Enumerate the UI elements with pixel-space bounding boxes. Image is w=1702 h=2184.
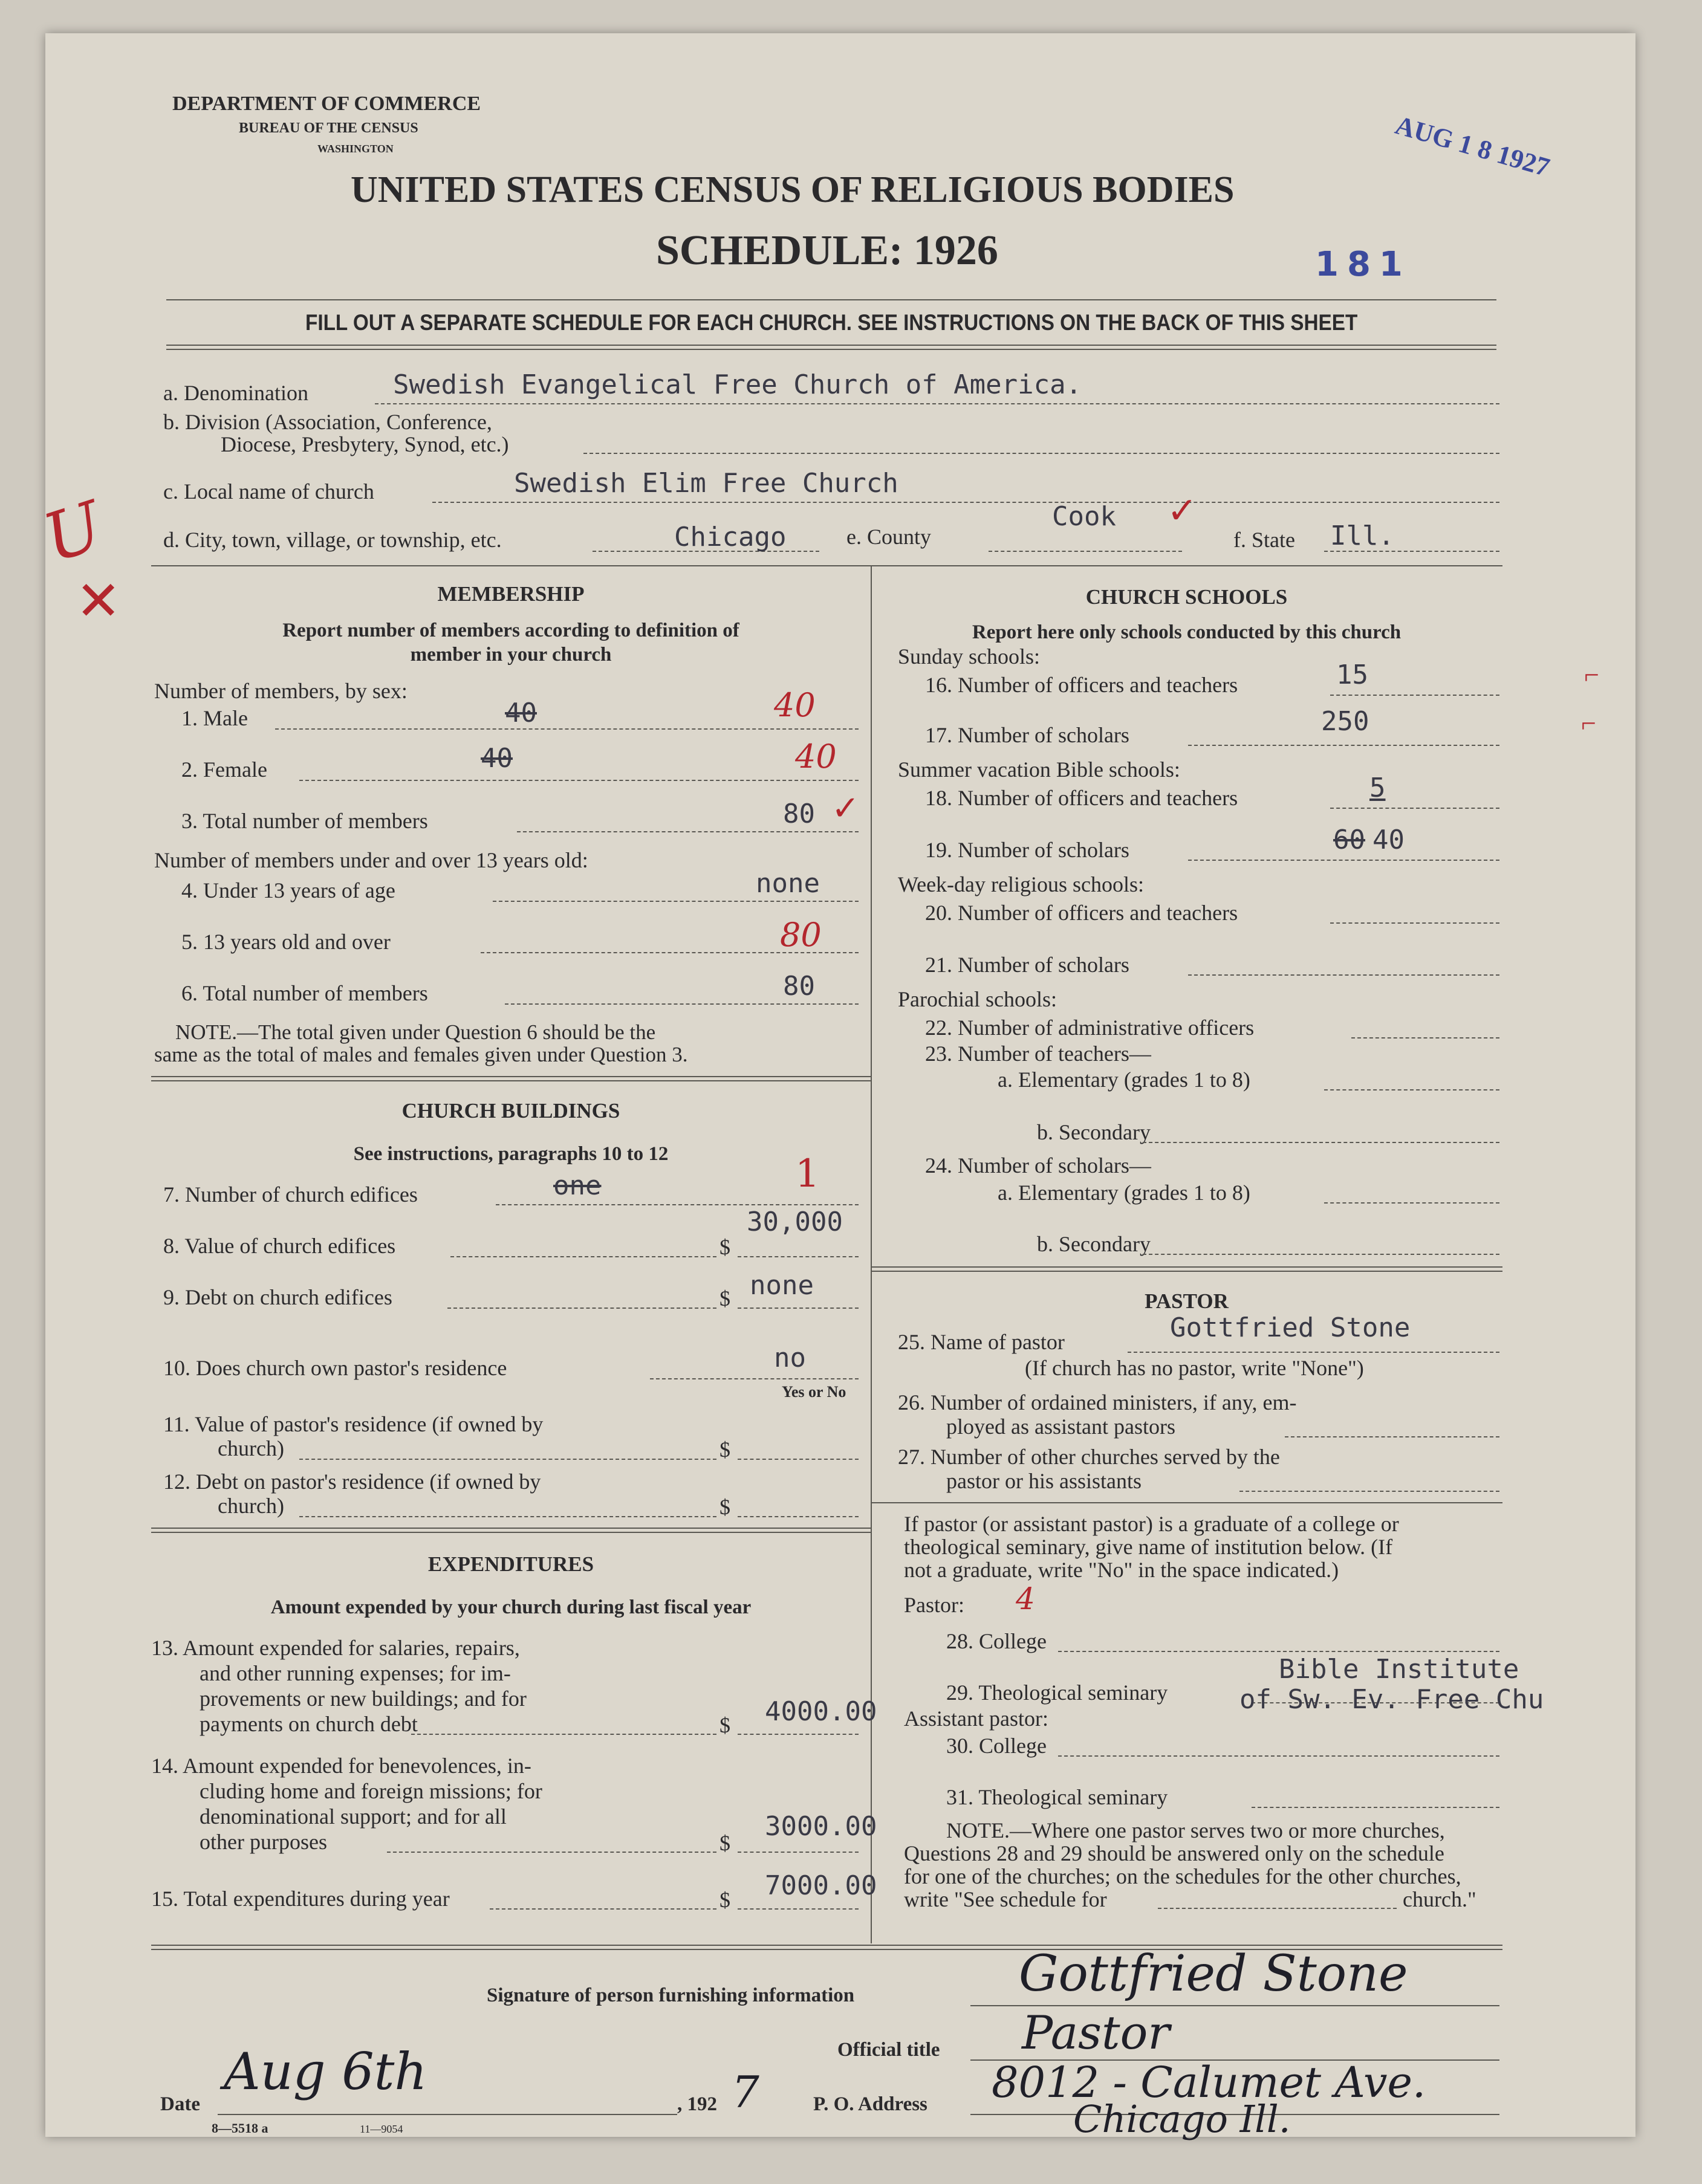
q11-line <box>738 1459 859 1460</box>
county-check-mark: ✓ <box>1167 490 1198 532</box>
print-number: 11—9054 <box>360 2123 403 2135</box>
membership-sub-1: Report number of members according to definition of <box>282 620 739 641</box>
q23-label: 23. Number of teachers— <box>925 1042 1151 1066</box>
header-rule-bottom-2 <box>166 349 1496 350</box>
form-number: 8—5518 a <box>212 2121 268 2136</box>
q2-label: 2. Female <box>181 757 267 782</box>
q18-value: 5 <box>1369 773 1386 803</box>
po-address-line-2: Chicago Ill. <box>1073 2097 1291 2141</box>
county-label: e. County <box>846 525 931 549</box>
assistant-pastor-subheading: Assistant pastor: <box>904 1706 1048 1731</box>
schools-sub: Report here only schools conducted by this church <box>972 621 1402 643</box>
q24-label: 24. Number of scholars— <box>925 1153 1151 1178</box>
q26-label-2: ployed as assistant pastors <box>946 1414 1175 1439</box>
date-value: Aug 6th <box>224 2042 427 2101</box>
q6-value: 80 <box>783 971 815 1002</box>
q12-label-2: church) <box>218 1494 284 1518</box>
q20-line <box>1330 922 1499 924</box>
signature-value: Gottfried Stone <box>1019 1945 1408 2003</box>
q14-leader <box>387 1852 716 1853</box>
q23a-line <box>1324 1089 1499 1090</box>
q13-dollar: $ <box>719 1713 730 1737</box>
q4-value: none <box>756 868 820 899</box>
sunday-schools-label: Sunday schools: <box>898 644 1041 669</box>
q29-label: 29. Theological seminary <box>946 1680 1168 1705</box>
q24a-label: a. Elementary (grades 1 to 8) <box>998 1181 1250 1205</box>
yes-or-no-hint: Yes or No <box>782 1383 846 1401</box>
q9-label: 9. Debt on church edifices <box>163 1285 392 1309</box>
official-title-value: Pastor <box>1022 2006 1170 2059</box>
q27-label-2: pastor or his assistants <box>946 1469 1142 1493</box>
county-line <box>989 551 1182 552</box>
q19-line <box>1188 860 1499 861</box>
buildings-sub: See instructions, paragraphs 10 to 12 <box>353 1143 669 1165</box>
q13-line-2: and other running expenses; for im- <box>200 1661 511 1685</box>
pastor-heading: PASTOR <box>1145 1289 1229 1313</box>
q12-leader <box>299 1516 716 1517</box>
q14-line-3: denominational support; and for all <box>200 1804 507 1829</box>
q14-line-1: 14. Amount expended for benevolences, in- <box>151 1754 531 1778</box>
expenditures-heading: EXPENDITURES <box>427 1552 594 1576</box>
q17-line <box>1188 745 1499 746</box>
local-name-label: c. Local name of church <box>163 479 374 504</box>
q15-dollar: $ <box>719 1888 730 1912</box>
division-label-2: Diocese, Presbytery, Synod, etc.) <box>221 432 509 456</box>
q14-line <box>738 1852 859 1853</box>
official-title-label: Official title <box>837 2039 940 2061</box>
schools-rule <box>871 1266 1502 1268</box>
q21-line <box>1188 974 1499 976</box>
denomination-label: a. Denomination <box>163 381 308 405</box>
members-by-sex-label: Number of members, by sex: <box>154 679 408 703</box>
q19-value: 40 <box>1372 825 1405 855</box>
graduate-instruction-1: If pastor (or assistant pastor) is a graduate of a college or <box>904 1512 1399 1536</box>
year-handwritten: 7 <box>732 2067 759 2118</box>
q4-label: 4. Under 13 years of age <box>181 878 395 902</box>
q10-line <box>650 1378 859 1379</box>
q11-leader <box>299 1459 716 1460</box>
q17-value: 250 <box>1321 706 1369 737</box>
po-address-label: P. O. Address <box>813 2093 927 2115</box>
q28-line <box>1058 1651 1499 1652</box>
q9-line <box>738 1307 859 1309</box>
section-divider-top <box>151 565 1502 566</box>
q15-line <box>738 1908 859 1910</box>
q3-line <box>517 831 859 832</box>
q5-label: 5. 13 years old and over <box>181 930 391 954</box>
census-schedule-sheet <box>34 33 1635 2141</box>
q30-label: 30. College <box>946 1734 1047 1758</box>
year-prefix: , 192 <box>677 2093 717 2115</box>
buildings-heading: CHURCH BUILDINGS <box>401 1099 620 1123</box>
pastor-note-4: write "See schedule for <box>904 1887 1107 1911</box>
q17-label: 17. Number of scholars <box>925 723 1129 747</box>
center-divider <box>871 565 872 1943</box>
q13-line <box>738 1734 859 1735</box>
expenditures-sub: Amount expended by your church during last fiscal year <box>270 1596 752 1618</box>
q25-value: Gottfried Stone <box>1170 1312 1411 1343</box>
q1-label: 1. Male <box>181 706 248 730</box>
q15-leader <box>490 1908 716 1910</box>
q8-value: 30,000 <box>747 1207 843 1237</box>
pastor-subheading: Pastor: <box>904 1593 965 1617</box>
membership-rule-2 <box>151 1080 871 1081</box>
buildings-rule <box>151 1528 871 1529</box>
pastor-note-5: church." <box>1403 1887 1476 1911</box>
local-name-line <box>432 502 1499 503</box>
schedule-number-stamp: 181 <box>1315 245 1411 284</box>
q4-line <box>493 901 859 902</box>
q7-handwritten-value: 1 <box>795 1152 820 1196</box>
membership-note-1: NOTE.—The total given under Question 6 should be the <box>175 1020 656 1044</box>
q15-label: 15. Total expenditures during year <box>151 1887 450 1911</box>
q11-dollar: $ <box>719 1437 730 1462</box>
q2-line <box>299 780 859 781</box>
q8-dollar: $ <box>719 1235 730 1259</box>
q3-check-mark: ✓ <box>831 789 860 828</box>
q16-tick: ⌐ <box>1584 660 1599 690</box>
q18-line <box>1330 808 1499 809</box>
department-name: DEPARTMENT OF COMMERCE <box>172 92 481 115</box>
q15-value: 7000.00 <box>765 1870 877 1901</box>
state-label: f. State <box>1233 528 1295 552</box>
q10-value: no <box>774 1343 806 1373</box>
q8-label: 8. Value of church edifices <box>163 1234 396 1258</box>
q1-typed-value: 40 <box>505 698 537 728</box>
parochial-schools-label: Parochial schools: <box>898 987 1057 1011</box>
q9-leader <box>447 1307 716 1309</box>
q14-dollar: $ <box>719 1831 730 1855</box>
q24b-line <box>1143 1254 1499 1255</box>
q13-line-3: provements or new buildings; and for <box>200 1687 527 1711</box>
bureau-city: WASHINGTON <box>317 143 394 155</box>
q13-value: 4000.00 <box>765 1696 877 1727</box>
q8-leader <box>450 1256 716 1257</box>
form-title: UNITED STATES CENSUS OF RELIGIOUS BODIES <box>351 169 1235 210</box>
q23b-line <box>1143 1142 1499 1143</box>
q25-hint: (If church has no pastor, write "None") <box>1025 1356 1364 1380</box>
q5-value: 80 <box>780 916 822 954</box>
q16-line <box>1330 695 1499 696</box>
county-value: Cook <box>1052 501 1116 532</box>
q29-value-1: Bible Institute <box>1279 1654 1519 1685</box>
header-rule-top <box>166 299 1496 300</box>
q1-handwritten-value: 40 <box>774 686 816 724</box>
q12-dollar: $ <box>719 1495 730 1519</box>
q6-label: 6. Total number of members <box>181 981 428 1005</box>
q27-label-1: 27. Number of other churches served by the <box>898 1445 1280 1469</box>
q25-label: 25. Name of pastor <box>898 1330 1065 1354</box>
q2-handwritten-value: 40 <box>795 737 837 776</box>
see-schedule-line <box>1158 1908 1397 1909</box>
q31-label: 31. Theological seminary <box>946 1785 1168 1809</box>
city-value: Chicago <box>674 522 787 552</box>
summer-schools-label: Summer vacation Bible schools: <box>898 757 1180 782</box>
q14-value: 3000.00 <box>765 1811 877 1842</box>
schools-heading: CHURCH SCHOOLS <box>1085 585 1288 609</box>
q9-value: none <box>750 1270 814 1301</box>
q31-line <box>1252 1807 1499 1808</box>
membership-note-2: same as the total of males and females given under Question 3. <box>154 1043 688 1066</box>
q22-label: 22. Number of administrative officers <box>925 1016 1255 1040</box>
denomination-value: Swedish Evangelical Free Church of America. <box>393 369 1082 400</box>
q2-typed-value: 40 <box>481 743 513 774</box>
q26-line <box>1285 1436 1499 1437</box>
q14-line-4: other purposes <box>200 1830 327 1854</box>
q18-label: 18. Number of officers and teachers <box>925 786 1238 810</box>
q24a-line <box>1324 1202 1499 1204</box>
date-label: Date <box>160 2093 200 2115</box>
q9-dollar: $ <box>719 1286 730 1311</box>
q7-typed-value: one <box>553 1170 602 1201</box>
signature-label: Signature of person furnishing information <box>487 1985 855 2006</box>
membership-rule <box>151 1076 871 1077</box>
weekday-schools-label: Week-day religious schools: <box>898 872 1145 896</box>
buildings-rule-2 <box>151 1532 871 1533</box>
q8-line <box>738 1256 859 1257</box>
q16-value: 15 <box>1336 659 1368 690</box>
q11-label-1: 11. Value of pastor's residence (if owned by <box>163 1412 544 1436</box>
pastor-red-mark: 4 <box>1016 1581 1035 1616</box>
q10-label: 10. Does church own pastor's residence <box>163 1356 507 1380</box>
q11-label-2: church) <box>218 1436 284 1460</box>
graduate-instruction-2: theological seminary, give name of institution below. (If <box>904 1535 1393 1559</box>
bureau-name: BUREAU OF THE CENSUS <box>239 120 418 136</box>
q22-line <box>1351 1037 1499 1039</box>
q13-line-1: 13. Amount expended for salaries, repairs, <box>151 1636 520 1660</box>
q1-line <box>275 728 859 730</box>
margin-mark-u: U <box>34 486 112 578</box>
graduate-instruction-3: not a graduate, write "No" in the space indicated.) <box>904 1558 1339 1582</box>
members-by-age-label: Number of members under and over 13 years old: <box>154 848 588 872</box>
pastor-note-1: NOTE.—Where one pastor serves two or more churches, <box>946 1818 1445 1842</box>
q13-leader <box>411 1734 716 1735</box>
q14-line-2: cluding home and foreign missions; for <box>200 1779 542 1803</box>
local-name-value: Swedish Elim Free Church <box>514 468 898 499</box>
schools-rule-2 <box>871 1271 1502 1272</box>
q28-label: 28. College <box>946 1629 1047 1653</box>
pastor-rule <box>871 1502 1502 1503</box>
membership-sub-2: member in your church <box>410 644 612 666</box>
q16-label: 16. Number of officers and teachers <box>925 673 1238 697</box>
q30-line <box>1058 1755 1499 1757</box>
date-line <box>218 2114 677 2115</box>
q17-tick: ⌐ <box>1581 708 1596 738</box>
q26-label-1: 26. Number of ordained ministers, if any, em- <box>898 1390 1297 1414</box>
denomination-line <box>375 403 1499 404</box>
q12-line <box>738 1516 859 1517</box>
q7-label: 7. Number of church edifices <box>163 1182 418 1207</box>
q21-label: 21. Number of scholars <box>925 953 1129 977</box>
margin-mark-x: ✕ <box>76 569 122 633</box>
division-label-1: b. Division (Association, Conference, <box>163 410 492 434</box>
q6-line <box>505 1003 859 1005</box>
q24b-label: b. Secondary <box>1037 1232 1151 1256</box>
schedule-year: SCHEDULE: 1926 <box>656 227 998 274</box>
pastor-note-2: Questions 28 and 29 should be answered only on the schedule <box>904 1841 1444 1865</box>
city-label: d. City, town, village, or township, etc. <box>163 528 502 552</box>
q27-line <box>1239 1491 1499 1492</box>
instruction-banner: FILL OUT A SEPARATE SCHEDULE FOR EACH CHURCH. SEE INSTRUCTIONS ON THE BACK OF THIS SHEET <box>305 310 1358 335</box>
received-date-stamp: AUG 1 8 1927 <box>1392 110 1553 183</box>
division-line <box>583 453 1499 454</box>
q20-label: 20. Number of officers and teachers <box>925 901 1238 925</box>
q3-value: 80 <box>783 799 815 829</box>
po-address-line-1: 8012 - Calumet Ave. <box>992 2058 1426 2107</box>
membership-heading: MEMBERSHIP <box>437 582 585 606</box>
q25-line <box>1128 1352 1499 1353</box>
q23a-label: a. Elementary (grades 1 to 8) <box>998 1068 1250 1092</box>
q12-label-1: 12. Debt on pastor's residence (if owned by <box>163 1470 541 1494</box>
q19-label: 19. Number of scholars <box>925 838 1129 862</box>
pastor-note-3: for one of the churches; on the schedules for the other churches, <box>904 1864 1461 1888</box>
q13-line-4: payments on church debt <box>200 1712 418 1736</box>
state-value: Ill. <box>1330 520 1394 551</box>
q29-value-2: of Sw. Ev. Free Chu <box>1239 1684 1544 1715</box>
header-rule-bottom <box>166 345 1496 346</box>
q7-line <box>496 1204 859 1205</box>
q3-label: 3. Total number of members <box>181 809 428 833</box>
q23b-label: b. Secondary <box>1037 1120 1151 1144</box>
q19-typed-value: 60 <box>1333 825 1365 855</box>
